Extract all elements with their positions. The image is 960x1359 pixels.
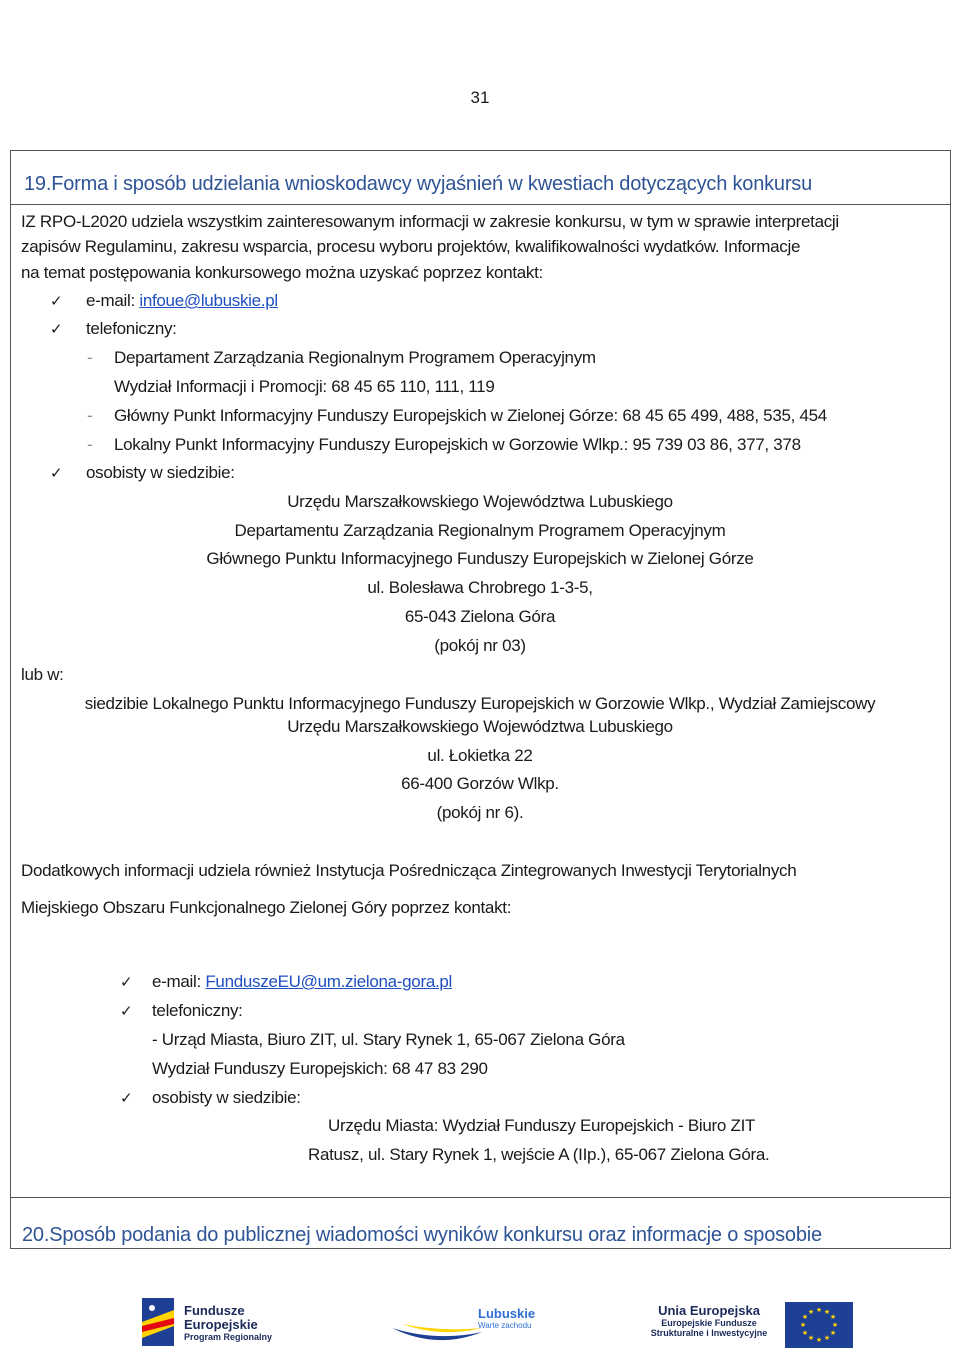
svg-text:★: ★ bbox=[801, 1313, 809, 1321]
fe-flag-icon bbox=[140, 1296, 176, 1348]
address-line: Urzędu Marszałkowskiego Województwa Lubuskiego bbox=[287, 492, 673, 511]
fe-logo-line: Europejskie bbox=[184, 1317, 258, 1332]
address-line: Ratusz, ul. Stary Rynek 1, wejście A (IIp.), 65-067 Zielona Góra. bbox=[308, 1145, 770, 1164]
address-line: Urzędu Miasta: Wydział Funduszy Europejskich - Biuro ZIT bbox=[328, 1116, 756, 1135]
eu-logo-line: Unia Europejska bbox=[658, 1303, 760, 1318]
page-number: 31 bbox=[470, 88, 490, 107]
address-line: 66-400 Gorzów Wlkp. bbox=[401, 774, 559, 793]
email-item: e-mail: infoue@lubuskie.pl bbox=[86, 291, 278, 310]
phone-line: Departament Zarządzania Regionalnym Programem Operacyjnym bbox=[114, 348, 596, 367]
lubuskie-swoosh-icon bbox=[392, 1320, 482, 1350]
svg-text:★: ★ bbox=[815, 1336, 823, 1344]
address-line: Departamentu Zarządzania Regionalnym Programem Operacyjnym bbox=[234, 521, 726, 540]
fe-logo bbox=[140, 1296, 320, 1356]
intro-line: zapisów Regulaminu, zakresu wsparcia, procesu wyboru projektów, kwalifikowalności wydatków. Informacje bbox=[21, 237, 801, 256]
lubuskie-name: Lubuskie bbox=[478, 1306, 536, 1321]
personal-label: osobisty w siedzibie: bbox=[86, 463, 235, 482]
svg-text:★: ★ bbox=[801, 1329, 809, 1337]
address-line: 65-043 Zielona Góra bbox=[404, 607, 556, 626]
fe-logo-line: Fundusze bbox=[184, 1303, 245, 1318]
dash-icon: - bbox=[87, 348, 93, 367]
svg-text:★: ★ bbox=[829, 1313, 837, 1321]
address-line: (pokój nr 6). bbox=[436, 803, 524, 822]
eu-logo-line: Europejskie Fundusze bbox=[661, 1318, 757, 1328]
dash-icon: - bbox=[87, 435, 93, 454]
email2-item: e-mail: FunduszeEU@um.zielona-gora.pl bbox=[152, 972, 453, 991]
phone-label: telefoniczny: bbox=[86, 319, 177, 338]
address-line: siedzibie Lokalnego Punktu Informacyjnego Funduszy Europejskich w Gorzowie Wlkp., Wydział Zamiejscowy bbox=[84, 694, 876, 713]
additional-line: Dodatkowych informacji udziela również Instytucja Pośrednicząca Zintegrowanych Inwestycji Terytorialnych bbox=[21, 861, 797, 880]
check-icon: ✓ bbox=[120, 1003, 133, 1020]
section-20-heading: 20.Sposób podania do publicznej wiadomości wyników konkursu oraz informacje o sposobie bbox=[22, 1224, 822, 1246]
lubuskie-slogan: Warte zachodu bbox=[478, 1321, 532, 1330]
divider bbox=[11, 204, 950, 205]
address-line: ul. Bolesława Chrobrego 1-3-5, bbox=[367, 578, 593, 597]
phone-line: Lokalny Punkt Informacyjny Funduszy Europejskich w Gorzowie Wlkp.: 95 739 03 86, 377, 378 bbox=[114, 435, 801, 454]
address-line: (pokój nr 03) bbox=[434, 636, 526, 655]
eu-logo bbox=[640, 1296, 856, 1356]
personal2-label: osobisty w siedzibie: bbox=[152, 1088, 301, 1107]
check-icon: ✓ bbox=[50, 465, 63, 482]
phone-line: Główny Punkt Informacyjny Funduszy Europejskich w Zielonej Górze: 68 45 65 499, 488, 535, 454 bbox=[114, 406, 827, 425]
fe-logo-line: Program Regionalny bbox=[184, 1332, 273, 1342]
svg-text:★: ★ bbox=[807, 1334, 815, 1342]
email-link[interactable]: infoue@lubuskie.pl bbox=[139, 291, 278, 310]
svg-text:★: ★ bbox=[799, 1321, 807, 1329]
svg-text:★: ★ bbox=[807, 1308, 815, 1316]
additional-line: Miejskiego Obszaru Funkcjonalnego Zielonej Góry poprzez kontakt: bbox=[21, 898, 512, 917]
address-line: ul. Łokietka 22 bbox=[427, 746, 533, 765]
section-19-heading: 19.Forma i sposób udzielania wnioskodawcy wyjaśnień w kwestiach dotyczących konkursu bbox=[24, 173, 813, 195]
eu-flag-icon bbox=[785, 1302, 853, 1348]
phone-line: Wydział Informacji i Promocji: 68 45 65 110, 111, 119 bbox=[114, 377, 495, 396]
address-line: Urzędu Marszałkowskiego Województwa Lubuskiego bbox=[287, 717, 673, 736]
svg-text:★: ★ bbox=[829, 1329, 837, 1337]
svg-text:★: ★ bbox=[815, 1306, 823, 1314]
check-icon: ✓ bbox=[120, 974, 133, 991]
email2-link[interactable]: FunduszeEU@um.zielona-gora.pl bbox=[205, 972, 453, 991]
check-icon: ✓ bbox=[50, 293, 63, 310]
intro-line: na temat postępowania konkursowego można uzyskać poprzez kontakt: bbox=[21, 263, 543, 282]
eu-logo-line: Strukturalne i Inwestycyjne bbox=[650, 1328, 768, 1338]
phone2-label: telefoniczny: bbox=[152, 1001, 243, 1020]
svg-text:★: ★ bbox=[831, 1321, 839, 1329]
lubuskie-logo bbox=[392, 1296, 562, 1356]
or-label: lub w: bbox=[21, 665, 64, 684]
phone2-line: - Urząd Miasta, Biuro ZIT, ul. Stary Rynek 1, 65-067 Zielona Góra bbox=[152, 1030, 625, 1049]
address-line: Głównego Punktu Informacyjnego Funduszy Europejskich w Zielonej Górze bbox=[206, 549, 754, 568]
svg-text:★: ★ bbox=[823, 1334, 831, 1342]
check-icon: ✓ bbox=[50, 321, 63, 338]
check-icon: ✓ bbox=[120, 1090, 133, 1107]
svg-text:★: ★ bbox=[823, 1308, 831, 1316]
dash-icon: - bbox=[87, 406, 93, 425]
intro-line: IZ RPO-L2020 udziela wszystkim zainteresowanym informacji w zakresie konkursu, w tym w sprawie interpretacji bbox=[21, 212, 839, 231]
phone2-line: Wydział Funduszy Europejskich: 68 47 83 290 bbox=[152, 1059, 488, 1078]
